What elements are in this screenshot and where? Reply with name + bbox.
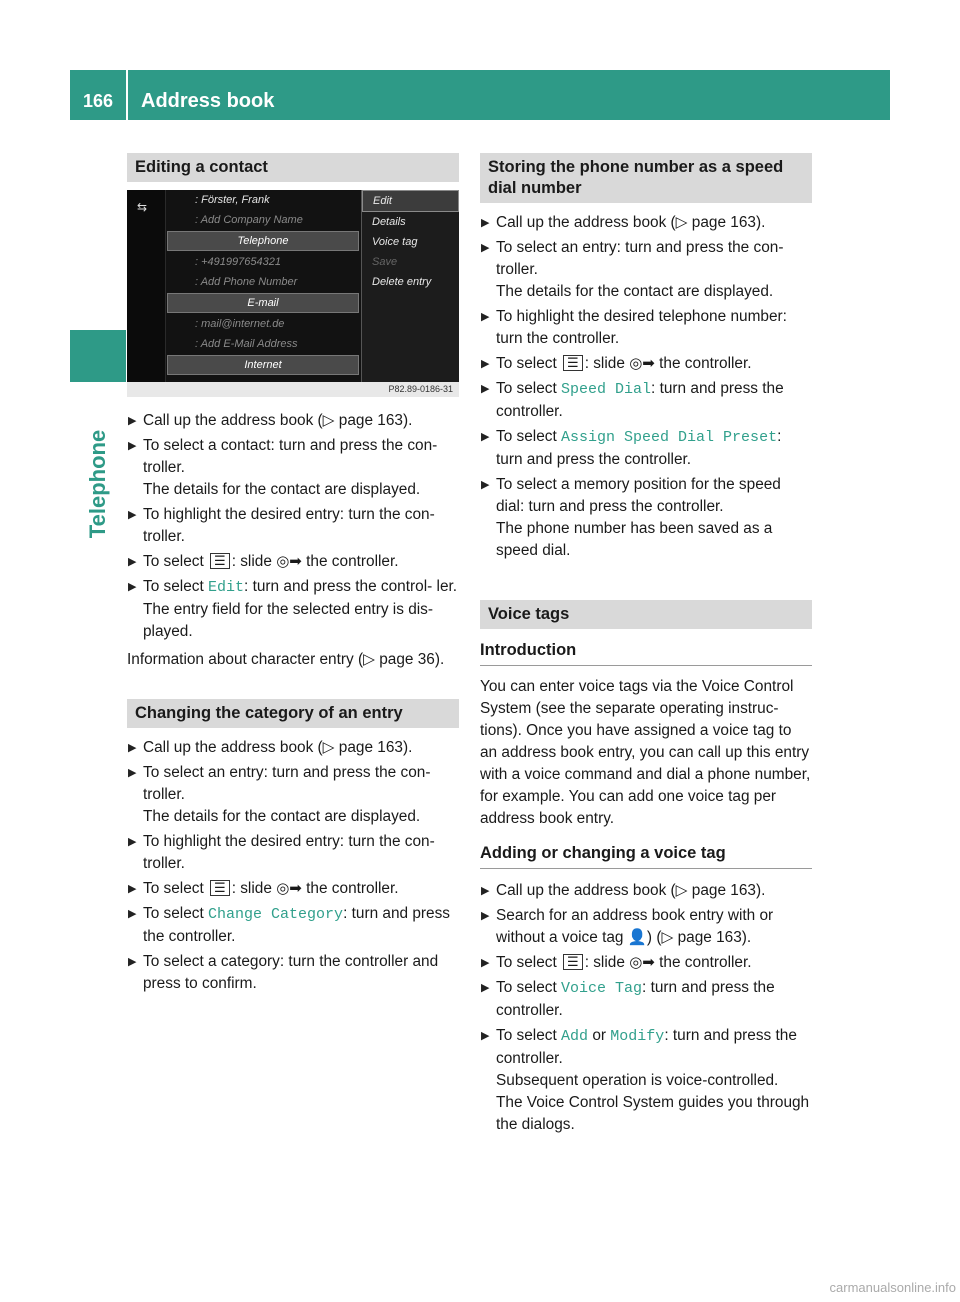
- figure-row: : Add E-Mail Address: [195, 338, 298, 350]
- step-item: ▶ To select Edit: turn and press the control- ler. The entry field for the selected entry is dis- played.: [128, 578, 458, 640]
- controller-slide-icon: ◎➡: [276, 553, 302, 570]
- arrow-icon: ▶: [481, 431, 490, 443]
- arrow-icon: ▶: [481, 479, 490, 491]
- step-item: ▶ Call up the address book (▷ page 163).: [127, 737, 459, 759]
- arrow-icon: ▶: [481, 383, 490, 395]
- arrow-icon: ▶: [128, 415, 137, 427]
- menu-key-icon: ☰: [210, 553, 230, 569]
- arrow-icon: ▶: [128, 956, 137, 968]
- section-heading-category: Changing the category of an entry: [127, 699, 459, 728]
- figure-menu-item: Edit: [362, 190, 459, 212]
- menu-option-code: Assign Speed Dial Preset: [561, 429, 778, 446]
- section-heading-speed-dial: Storing the phone number as a speed dial number: [480, 153, 812, 203]
- figure-caption: P82.89-0186-31: [127, 382, 459, 397]
- left-column: [127, 153, 459, 995]
- arrow-icon: ▶: [128, 908, 137, 920]
- info-text: Information about character entry (▷ page 36).: [127, 651, 445, 668]
- controller-slide-icon: ◎➡: [276, 880, 302, 897]
- step-item: ▶ Search for an address book entry with or without a voice tag 👤) (▷ page 163).: [481, 907, 774, 946]
- arrow-icon: ▶: [128, 581, 137, 593]
- page-title: Address book: [141, 90, 275, 112]
- header-divider: [126, 70, 128, 120]
- step-item: ▶ To select a memory position for the speed dial: turn and press the controller. The phone number has been saved as a speed dial.: [481, 476, 781, 559]
- step-item: ▶ To select Voice Tag: turn and press the controller.: [481, 979, 775, 1019]
- figure-back-strip: [127, 190, 166, 382]
- arrow-icon: ▶: [128, 440, 137, 452]
- menu-option-code: Voice Tag: [561, 980, 643, 997]
- arrow-icon: ▶: [128, 556, 137, 568]
- arrow-icon: ▶: [128, 509, 137, 521]
- back-icon: ⇆: [137, 200, 148, 214]
- step-item: ▶ To select Add or Modify: turn and press the controller. Subsequent operation is voice-controlled. The Voice Control System guides you through the dialogs.: [481, 1027, 810, 1133]
- menu-option-code: Change Category: [208, 906, 344, 923]
- figure-entry-list: [167, 190, 359, 376]
- step-item: ▶ To select ☰ : slide ◎➡ the controller.: [127, 878, 459, 900]
- figure-menu-item: Delete entry: [372, 276, 432, 288]
- figure-row: : Add Phone Number: [195, 276, 298, 288]
- menu-option-code: Edit: [208, 579, 245, 596]
- menu-option-code: Modify: [610, 1028, 665, 1045]
- step-item: ▶ To highlight the desired telephone number: turn the controller.: [481, 308, 787, 347]
- step-item: ▶ To select Change Category: turn and press the controller.: [128, 905, 451, 945]
- menu-key-icon: ☰: [210, 880, 230, 896]
- controller-slide-icon: ◎➡: [629, 954, 655, 971]
- figure-category-band: E-mail: [167, 293, 359, 313]
- side-tab-marker: [70, 330, 126, 382]
- figure-row: : Add Company Name: [195, 214, 303, 226]
- section-heading-editing: Editing a contact: [127, 153, 459, 182]
- arrow-icon: ▶: [481, 957, 490, 969]
- arrow-icon: ▶: [481, 982, 490, 994]
- step-item: ▶ To highlight the desired entry: turn the con- troller.: [128, 833, 435, 872]
- step-item: ▶ To select Assign Speed Dial Preset: turn and press the controller.: [481, 428, 782, 468]
- menu-option-code: Add: [561, 1028, 589, 1045]
- step-item: ▶ Call up the address book (▷ page 163).: [480, 212, 812, 234]
- arrow-icon: ▶: [128, 836, 137, 848]
- step-item: ▶ To select an entry: turn and press the con- troller. The details for the contact are displayed.: [481, 239, 784, 300]
- page-number: 166: [82, 91, 114, 111]
- arrow-icon: ▶: [481, 311, 490, 323]
- subheading-add-voice-tag: Adding or changing a voice tag: [480, 842, 812, 869]
- arrow-icon: ▶: [481, 885, 490, 897]
- step-item: ▶ To select an entry: turn and press the con- troller. The details for the contact are displayed.: [128, 764, 431, 825]
- subheading-introduction: Introduction: [480, 639, 812, 666]
- section-heading-voice-tags: Voice tags: [480, 600, 812, 629]
- step-item: ▶ Call up the address book (▷ page 163).: [480, 880, 812, 902]
- step-item: ▶ To select Speed Dial: turn and press the controller.: [481, 380, 784, 420]
- figure-category-band: Internet: [167, 355, 359, 375]
- voice-tag-icon: 👤): [627, 929, 653, 946]
- intro-text: You can enter voice tags via the Voice Control System (see the separate operating instruc- tions). Once you have assigned a voice tag to an address book entry, you can call up this entry with a voice command and dial a phone number, for example. You can add one voice tag per address book entry.: [480, 678, 811, 827]
- arrow-icon: ▶: [481, 242, 490, 254]
- figure-menu-item: Details: [372, 216, 406, 228]
- figure-row: : Förster, Frank: [195, 194, 270, 206]
- arrow-icon: ▶: [481, 910, 490, 922]
- figure-menu-item: Voice tag: [372, 236, 418, 248]
- step-item: ▶ To select ☰ : slide ◎➡ the controller.: [127, 551, 459, 573]
- arrow-icon: ▶: [481, 358, 490, 370]
- figure-row: : mail@internet.de: [195, 318, 285, 330]
- controller-slide-icon: ◎➡: [629, 355, 655, 372]
- arrow-icon: ▶: [481, 217, 490, 229]
- screen-figure: [127, 190, 459, 397]
- right-column: [480, 153, 812, 1136]
- menu-key-icon: ☰: [563, 954, 583, 970]
- arrow-icon: ▶: [481, 1030, 490, 1042]
- step-item: ▶ To highlight the desired entry: turn the con- troller.: [128, 506, 435, 545]
- step-item: ▶ To select ☰ : slide ◎➡ the controller.: [480, 952, 812, 974]
- menu-key-icon: ☰: [563, 355, 583, 371]
- chapter-label: Telephone: [85, 429, 110, 539]
- figure-category-band: Telephone: [167, 231, 359, 251]
- watermark-text: carmanualsonline.info: [829, 1280, 956, 1295]
- arrow-icon: ▶: [128, 883, 137, 895]
- step-item: ▶ Call up the address book (▷ page 163).: [127, 410, 459, 432]
- step-item: ▶ To select a category: turn the controller and press to confirm.: [128, 953, 439, 992]
- figure-menu: [361, 190, 459, 382]
- menu-option-code: Speed Dial: [561, 381, 652, 398]
- figure-row: : +491997654321: [195, 256, 281, 268]
- step-item: ▶ To select a contact: turn and press the con- troller. The details for the contact are displayed.: [128, 437, 438, 498]
- figure-menu-item: Save: [372, 256, 398, 268]
- arrow-icon: ▶: [128, 767, 137, 779]
- step-item: ▶ To select ☰ : slide ◎➡ the controller.: [480, 353, 812, 375]
- arrow-icon: ▶: [128, 742, 137, 754]
